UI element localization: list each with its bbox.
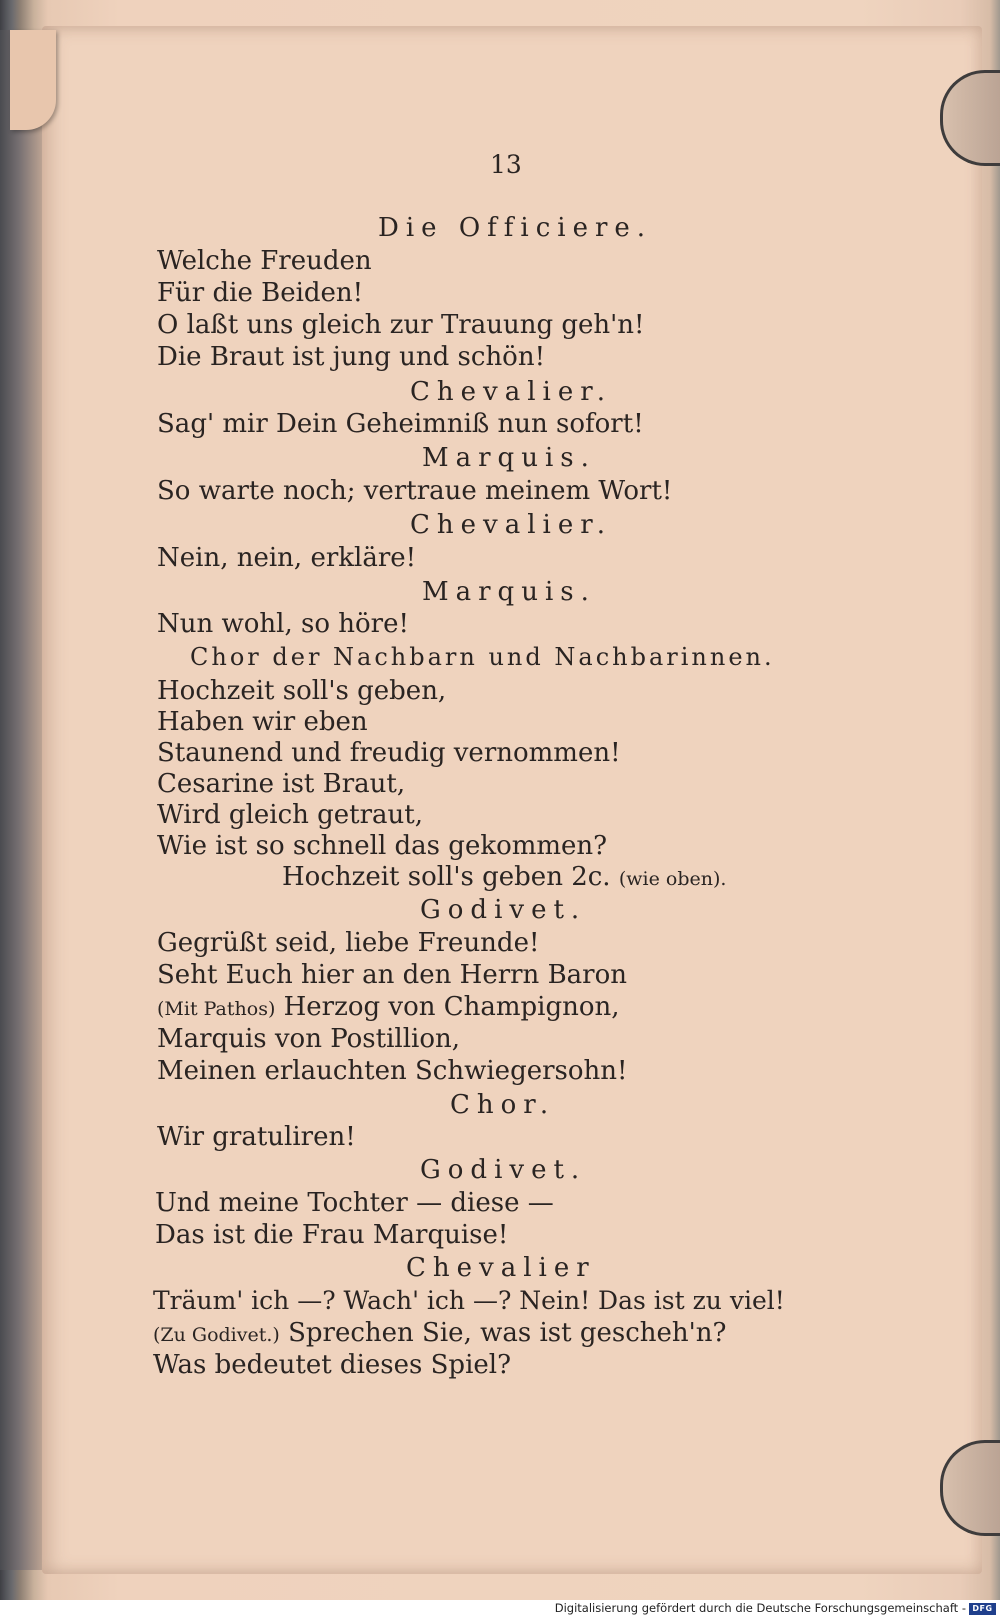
verse-line: Marquis von Postillion, (157, 1024, 461, 1054)
verse-line: Was bedeutet dieses Spiel? (153, 1350, 512, 1380)
speaker-marquis: Marquis. (422, 577, 596, 607)
footer-credit: Digitalisierung gefördert durch die Deutsche Forschungsgemeinschaft - (554, 1601, 966, 1615)
speaker-chevalier: Chevalier. (410, 510, 613, 540)
verse-line: So warte noch; vertraue meinem Wort! (157, 476, 673, 506)
speaker-officiere: Die Officiere. (378, 213, 653, 243)
verse-line (282, 862, 726, 892)
verse-line: Das ist die Frau Marquise! (155, 1220, 509, 1250)
verse-line: Hochzeit soll's geben, (157, 676, 447, 706)
verse-line: Wir gratuliren! (157, 1122, 356, 1152)
verse-line: Träum' ich —? Wach' ich —? Nein! Das ist zu viel! (153, 1286, 785, 1315)
speaker-godivet: Godivet. (420, 1155, 587, 1185)
speaker-marquis: Marquis. (422, 443, 596, 473)
verse-line: Sag' mir Dein Geheimniß nun sofort! (157, 409, 644, 439)
speaker-chevalier: Chevalier. (410, 377, 613, 407)
verse-line: Nun wohl, so höre! (157, 609, 409, 639)
dfg-logo: DFG (969, 1603, 996, 1615)
verse-line: Die Braut ist jung und schön! (157, 342, 546, 372)
verse-line: Meinen erlauchten Schwiegersohn! (157, 1056, 628, 1086)
verse-line: Für die Beiden! (157, 278, 364, 308)
verse-line: Staunend und freudig vernommen! (157, 738, 621, 768)
stage-direction: (Mit Pathos) (157, 998, 276, 1020)
verse-line (157, 992, 620, 1022)
stage-direction: (Zu Godivet.) (153, 1324, 280, 1346)
verse-line: Nein, nein, erkläre! (157, 543, 417, 573)
verse-text: Hochzeit soll's geben 2c. (282, 862, 611, 892)
verse-line: Wie ist so schnell das gekommen? (157, 831, 608, 861)
page-number: 13 (490, 150, 522, 179)
verse-line (153, 1318, 726, 1348)
verse-line: Wird gleich getraut, (157, 800, 424, 830)
book-spine (0, 30, 48, 1570)
speaker-godivet: Godivet. (420, 895, 587, 925)
speaker-chor: Chor. (450, 1090, 556, 1120)
verse-line: Welche Freuden (157, 246, 372, 276)
verse-line: Und meine Tochter — diese — (155, 1188, 554, 1218)
torn-page-corner (10, 30, 56, 130)
verse-line: Gegrüßt seid, liebe Freunde! (157, 928, 540, 958)
stage-direction: (wie oben). (618, 868, 727, 890)
verse-text: Sprechen Sie, was ist gescheh'n? (288, 1318, 727, 1348)
speaker-chor-nachbarn: Chor der Nachbarn und Nachbarinnen. (190, 643, 775, 671)
verse-line: Seht Euch hier an den Herrn Baron (157, 960, 628, 990)
verse-line: O laßt uns gleich zur Trauung geh'n! (157, 310, 645, 340)
verse-line: Cesarine ist Braut, (157, 769, 406, 799)
verse-text: Herzog von Champignon, (283, 992, 620, 1022)
verse-line: Haben wir eben (157, 707, 368, 737)
speaker-chevalier: Chevalier (406, 1253, 596, 1283)
